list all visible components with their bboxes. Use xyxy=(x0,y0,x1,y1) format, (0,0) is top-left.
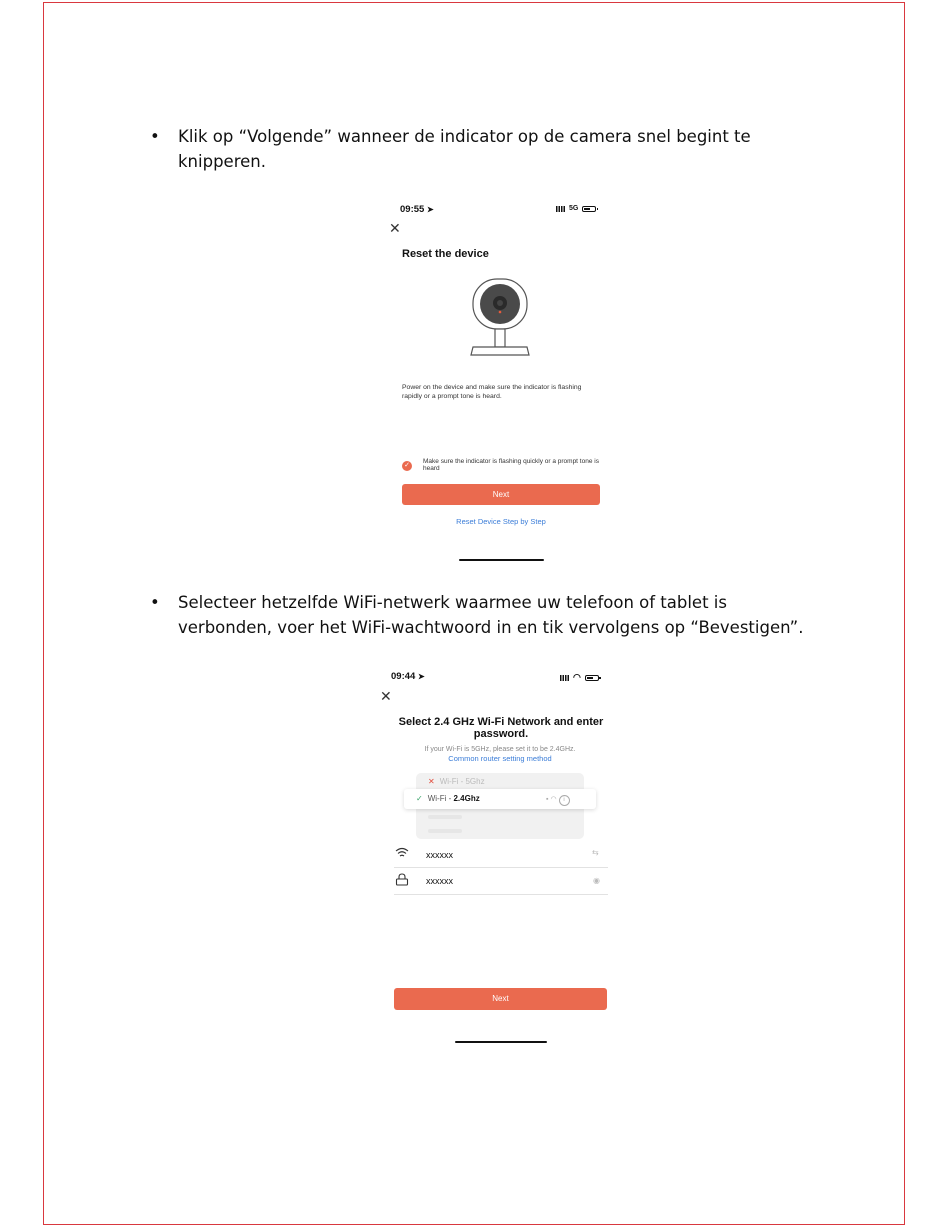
info-icon[interactable]: i xyxy=(559,795,570,806)
router-setting-link[interactable]: Common router setting method xyxy=(448,754,552,763)
signal-icon xyxy=(556,206,565,212)
switch-network-icon[interactable]: ⇆ xyxy=(592,848,599,857)
wifi-row-24ghz[interactable] xyxy=(416,794,480,803)
placeholder-row xyxy=(428,829,462,833)
instruction-text: Selecteer hetzelfde WiFi-netwerk waarmee uw telefoon of tablet is verbonden, voer het WiFi-wachtwoord in en tik vervolgens op “Bevestigen”. xyxy=(178,593,804,637)
wifi-row-5ghz[interactable] xyxy=(428,777,485,786)
eye-icon[interactable]: ◉ xyxy=(593,876,600,885)
phone-screen-reset xyxy=(380,195,620,570)
bullet-marker: • xyxy=(150,593,160,612)
placeholder-row xyxy=(428,815,462,819)
instruction-2 xyxy=(150,591,810,640)
lock-icon xyxy=(395,873,409,886)
signal-icon xyxy=(560,675,569,681)
wifi-row-icons xyxy=(546,795,570,806)
instruction-1 xyxy=(150,125,810,174)
status-indicators xyxy=(560,672,599,683)
status-time: 09:55 ➤ xyxy=(400,204,434,215)
close-icon[interactable]: ✕ xyxy=(380,688,392,704)
status-time: 09:44 ➤ xyxy=(391,671,425,682)
check-icon: ✓ xyxy=(416,794,423,803)
wifi-small-icon: ◠ xyxy=(550,796,557,803)
cross-icon: ✕ xyxy=(428,777,435,786)
network-label: 5G xyxy=(569,205,579,212)
location-icon: ➤ xyxy=(417,672,425,681)
status-indicators xyxy=(556,205,596,212)
wifi-band: 2.4Ghz xyxy=(453,794,480,803)
instruction-text: Klik op “Volgende” wanneer de indicator op de camera snel begint te knipperen. xyxy=(178,127,751,171)
ssid-input[interactable]: xxxxxx xyxy=(426,850,453,860)
ssid-underline xyxy=(394,867,608,868)
close-icon[interactable]: ✕ xyxy=(389,220,401,236)
reset-description: Power on the device and make sure the indicator is flashing rapidly or a prompt tone is heard. xyxy=(402,384,582,400)
battery-icon xyxy=(585,675,599,681)
reset-step-by-step-link[interactable]: Reset Device Step by Step xyxy=(456,517,546,526)
battery-icon xyxy=(582,206,596,212)
next-button[interactable]: Next xyxy=(402,484,600,505)
wifi-status-icon: ◠ xyxy=(573,672,581,682)
password-input[interactable]: xxxxxx xyxy=(426,876,453,886)
password-underline xyxy=(394,894,608,895)
bullet-marker: • xyxy=(150,127,160,146)
wifi-band: 5Ghz xyxy=(465,777,485,786)
next-button[interactable]: Next xyxy=(394,988,607,1010)
wifi-screen-title: Select 2.4 GHz Wi-Fi Network and enter password. xyxy=(398,716,604,740)
lock-small-icon: ▪ xyxy=(546,796,549,803)
home-indicator xyxy=(455,1041,547,1043)
screen-title: Reset the device xyxy=(402,248,489,260)
location-icon: ➤ xyxy=(426,205,434,214)
wifi-name: Wi-Fi - xyxy=(439,777,464,786)
wifi-hint: If your Wi-Fi is 5GHz, please set it to be 2.4GHz. xyxy=(424,746,576,753)
wifi-name: Wi-Fi - xyxy=(427,794,452,803)
camera-illustration xyxy=(465,277,535,359)
wifi-icon xyxy=(395,847,409,858)
home-indicator xyxy=(459,559,544,561)
check-icon[interactable]: ✓ xyxy=(402,461,412,471)
checkbox-label: Make sure the indicator is flashing quickly or a prompt tone is heard xyxy=(423,458,599,472)
